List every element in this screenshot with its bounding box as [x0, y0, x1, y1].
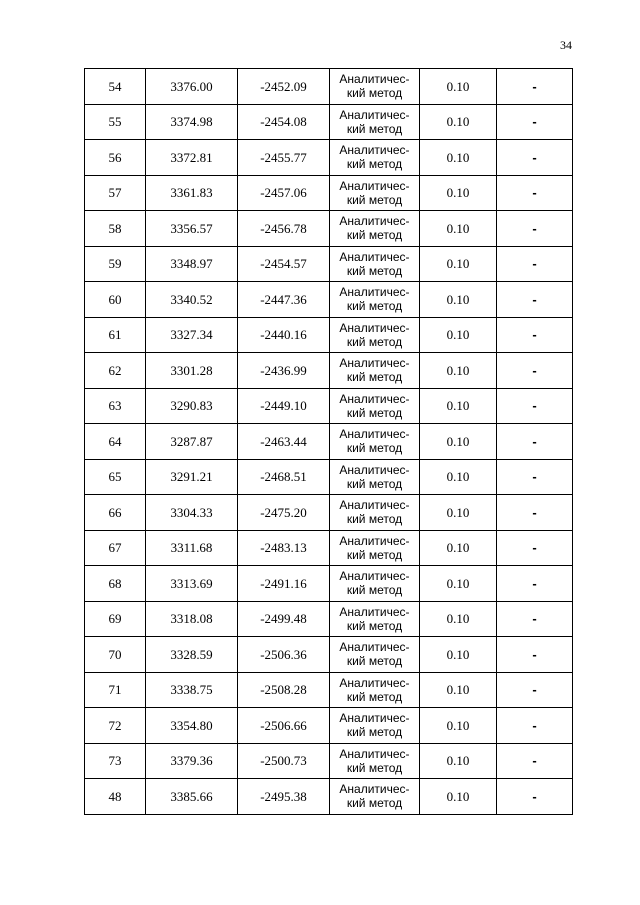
point-number-cell: 73 — [85, 743, 146, 779]
accuracy-cell: 0.10 — [420, 246, 497, 282]
method-line-1: Аналитичес- — [339, 356, 410, 371]
x-coordinate-cell: 3354.80 — [146, 708, 238, 744]
x-coordinate-cell: 3328.59 — [146, 637, 238, 673]
y-coordinate-cell: -2495.38 — [238, 779, 330, 815]
method-line-2: кий метод — [346, 370, 403, 385]
method-cell — [330, 743, 420, 779]
y-coordinate-cell: -2499.48 — [238, 601, 330, 637]
method-line-1: Аналитичес- — [339, 640, 410, 655]
point-number-cell: 58 — [85, 211, 146, 247]
x-coordinate-cell: 3327.34 — [146, 317, 238, 353]
note-cell: - — [497, 708, 573, 744]
note-cell: - — [497, 282, 573, 318]
method-line-2: кий метод — [346, 157, 403, 172]
accuracy-cell: 0.10 — [420, 282, 497, 318]
table-row — [85, 459, 573, 495]
y-coordinate-cell: -2436.99 — [238, 353, 330, 389]
note-cell: - — [497, 104, 573, 140]
method-cell — [330, 495, 420, 531]
x-coordinate-cell: 3318.08 — [146, 601, 238, 637]
method-line-2: кий метод — [346, 476, 403, 491]
table-row — [85, 317, 573, 353]
table-row — [85, 708, 573, 744]
method-cell — [330, 69, 420, 105]
method-line-1: Аналитичес- — [339, 72, 410, 87]
y-coordinate-cell: -2483.13 — [238, 530, 330, 566]
x-coordinate-cell: 3385.66 — [146, 779, 238, 815]
method-cell — [330, 140, 420, 176]
note-cell: - — [497, 459, 573, 495]
method-cell — [330, 637, 420, 673]
accuracy-cell: 0.10 — [420, 317, 497, 353]
method-line-1: Аналитичес- — [339, 782, 410, 797]
method-line-2: кий метод — [346, 618, 403, 633]
note-cell: - — [497, 601, 573, 637]
table-row — [85, 779, 573, 815]
method-line-2: кий метод — [346, 121, 403, 136]
method-cell — [330, 282, 420, 318]
note-cell: - — [497, 175, 573, 211]
method-cell — [330, 388, 420, 424]
point-number-cell: 69 — [85, 601, 146, 637]
method-line-1: Аналитичес- — [339, 427, 410, 442]
point-number-cell: 70 — [85, 637, 146, 673]
accuracy-cell: 0.10 — [420, 175, 497, 211]
point-number-cell: 62 — [85, 353, 146, 389]
method-line-1: Аналитичес- — [339, 746, 410, 761]
x-coordinate-cell: 3313.69 — [146, 566, 238, 602]
table-row — [85, 282, 573, 318]
method-line-2: кий метод — [346, 725, 403, 740]
note-cell: - — [497, 211, 573, 247]
method-cell — [330, 530, 420, 566]
table-row — [85, 424, 573, 460]
table-row — [85, 175, 573, 211]
x-coordinate-cell: 3290.83 — [146, 388, 238, 424]
x-coordinate-cell: 3311.68 — [146, 530, 238, 566]
method-line-2: кий метод — [346, 263, 403, 278]
table-row — [85, 211, 573, 247]
note-cell: - — [497, 388, 573, 424]
accuracy-cell: 0.10 — [420, 779, 497, 815]
accuracy-cell: 0.10 — [420, 743, 497, 779]
point-number-cell: 55 — [85, 104, 146, 140]
point-number-cell: 65 — [85, 459, 146, 495]
point-number-cell: 63 — [85, 388, 146, 424]
y-coordinate-cell: -2447.36 — [238, 282, 330, 318]
y-coordinate-cell: -2500.73 — [238, 743, 330, 779]
x-coordinate-cell: 3291.21 — [146, 459, 238, 495]
x-coordinate-cell: 3338.75 — [146, 672, 238, 708]
table-row — [85, 672, 573, 708]
method-line-1: Аналитичес- — [339, 143, 410, 158]
note-cell: - — [497, 140, 573, 176]
x-coordinate-cell: 3374.98 — [146, 104, 238, 140]
table-row — [85, 743, 573, 779]
method-cell — [330, 672, 420, 708]
note-cell: - — [497, 246, 573, 282]
method-line-2: кий метод — [346, 228, 403, 243]
method-line-2: кий метод — [346, 689, 403, 704]
point-number-cell: 54 — [85, 69, 146, 105]
note-cell: - — [497, 779, 573, 815]
point-number-cell: 48 — [85, 779, 146, 815]
accuracy-cell: 0.10 — [420, 353, 497, 389]
point-number-cell: 57 — [85, 175, 146, 211]
accuracy-cell: 0.10 — [420, 530, 497, 566]
note-cell: - — [497, 743, 573, 779]
method-line-2: кий метод — [346, 796, 403, 811]
x-coordinate-cell: 3287.87 — [146, 424, 238, 460]
accuracy-cell: 0.10 — [420, 637, 497, 673]
method-line-2: кий метод — [346, 299, 403, 314]
table-row — [85, 104, 573, 140]
y-coordinate-cell: -2463.44 — [238, 424, 330, 460]
coordinates-table-body — [85, 69, 573, 815]
method-line-2: кий метод — [346, 547, 403, 562]
point-number-cell: 68 — [85, 566, 146, 602]
y-coordinate-cell: -2491.16 — [238, 566, 330, 602]
method-line-1: Аналитичес- — [339, 711, 410, 726]
point-number-cell: 60 — [85, 282, 146, 318]
x-coordinate-cell: 3372.81 — [146, 140, 238, 176]
x-coordinate-cell: 3340.52 — [146, 282, 238, 318]
accuracy-cell: 0.10 — [420, 459, 497, 495]
method-line-1: Аналитичес- — [339, 249, 410, 264]
y-coordinate-cell: -2454.08 — [238, 104, 330, 140]
method-line-1: Аналитичес- — [339, 498, 410, 513]
table-row — [85, 388, 573, 424]
accuracy-cell: 0.10 — [420, 495, 497, 531]
method-line-2: кий метод — [346, 654, 403, 669]
table-row — [85, 69, 573, 105]
method-cell — [330, 211, 420, 247]
note-cell: - — [497, 69, 573, 105]
method-line-1: Аналитичес- — [339, 214, 410, 229]
y-coordinate-cell: -2457.06 — [238, 175, 330, 211]
method-line-1: Аналитичес- — [339, 462, 410, 477]
x-coordinate-cell: 3348.97 — [146, 246, 238, 282]
method-line-1: Аналитичес- — [339, 569, 410, 584]
method-line-1: Аналитичес- — [339, 178, 410, 193]
method-line-1: Аналитичес- — [339, 285, 410, 300]
note-cell: - — [497, 672, 573, 708]
method-line-1: Аналитичес- — [339, 533, 410, 548]
point-number-cell: 56 — [85, 140, 146, 176]
method-line-2: кий метод — [346, 334, 403, 349]
method-line-2: кий метод — [346, 512, 403, 527]
method-line-1: Аналитичес- — [339, 391, 410, 406]
point-number-cell: 71 — [85, 672, 146, 708]
method-line-2: кий метод — [346, 441, 403, 456]
y-coordinate-cell: -2468.51 — [238, 459, 330, 495]
accuracy-cell: 0.10 — [420, 388, 497, 424]
note-cell: - — [497, 530, 573, 566]
y-coordinate-cell: -2440.16 — [238, 317, 330, 353]
method-line-1: Аналитичес- — [339, 107, 410, 122]
x-coordinate-cell: 3304.33 — [146, 495, 238, 531]
y-coordinate-cell: -2454.57 — [238, 246, 330, 282]
method-line-2: кий метод — [346, 583, 403, 598]
method-cell — [330, 424, 420, 460]
note-cell: - — [497, 353, 573, 389]
method-cell — [330, 317, 420, 353]
accuracy-cell: 0.10 — [420, 708, 497, 744]
table-row — [85, 246, 573, 282]
table-row — [85, 495, 573, 531]
method-cell — [330, 353, 420, 389]
point-number-cell: 72 — [85, 708, 146, 744]
table-row — [85, 637, 573, 673]
accuracy-cell: 0.10 — [420, 69, 497, 105]
page-number: 34 — [560, 38, 572, 52]
table-row — [85, 140, 573, 176]
table-row — [85, 530, 573, 566]
x-coordinate-cell: 3301.28 — [146, 353, 238, 389]
method-cell — [330, 246, 420, 282]
note-cell: - — [497, 637, 573, 673]
note-cell: - — [497, 317, 573, 353]
y-coordinate-cell: -2508.28 — [238, 672, 330, 708]
method-line-2: кий метод — [346, 405, 403, 420]
x-coordinate-cell: 3376.00 — [146, 69, 238, 105]
note-cell: - — [497, 424, 573, 460]
y-coordinate-cell: -2506.66 — [238, 708, 330, 744]
accuracy-cell: 0.10 — [420, 601, 497, 637]
x-coordinate-cell: 3361.83 — [146, 175, 238, 211]
method-line-2: кий метод — [346, 192, 403, 207]
x-coordinate-cell: 3356.57 — [146, 211, 238, 247]
method-line-1: Аналитичес- — [339, 675, 410, 690]
accuracy-cell: 0.10 — [420, 672, 497, 708]
note-cell: - — [497, 495, 573, 531]
x-coordinate-cell: 3379.36 — [146, 743, 238, 779]
accuracy-cell: 0.10 — [420, 566, 497, 602]
coordinates-table — [84, 68, 573, 815]
method-cell — [330, 779, 420, 815]
point-number-cell: 59 — [85, 246, 146, 282]
method-cell — [330, 566, 420, 602]
method-cell — [330, 708, 420, 744]
point-number-cell: 61 — [85, 317, 146, 353]
accuracy-cell: 0.10 — [420, 104, 497, 140]
accuracy-cell: 0.10 — [420, 140, 497, 176]
table-row — [85, 566, 573, 602]
point-number-cell: 67 — [85, 530, 146, 566]
point-number-cell: 66 — [85, 495, 146, 531]
table-row — [85, 353, 573, 389]
point-number-cell: 64 — [85, 424, 146, 460]
y-coordinate-cell: -2455.77 — [238, 140, 330, 176]
method-line-2: кий метод — [346, 86, 403, 101]
y-coordinate-cell: -2449.10 — [238, 388, 330, 424]
method-cell — [330, 601, 420, 637]
method-cell — [330, 104, 420, 140]
y-coordinate-cell: -2456.78 — [238, 211, 330, 247]
method-line-1: Аналитичес- — [339, 604, 410, 619]
accuracy-cell: 0.10 — [420, 211, 497, 247]
method-line-2: кий метод — [346, 760, 403, 775]
y-coordinate-cell: -2452.09 — [238, 69, 330, 105]
table-row — [85, 601, 573, 637]
method-line-1: Аналитичес- — [339, 320, 410, 335]
method-cell — [330, 459, 420, 495]
y-coordinate-cell: -2506.36 — [238, 637, 330, 673]
note-cell: - — [497, 566, 573, 602]
accuracy-cell: 0.10 — [420, 424, 497, 460]
method-cell — [330, 175, 420, 211]
y-coordinate-cell: -2475.20 — [238, 495, 330, 531]
